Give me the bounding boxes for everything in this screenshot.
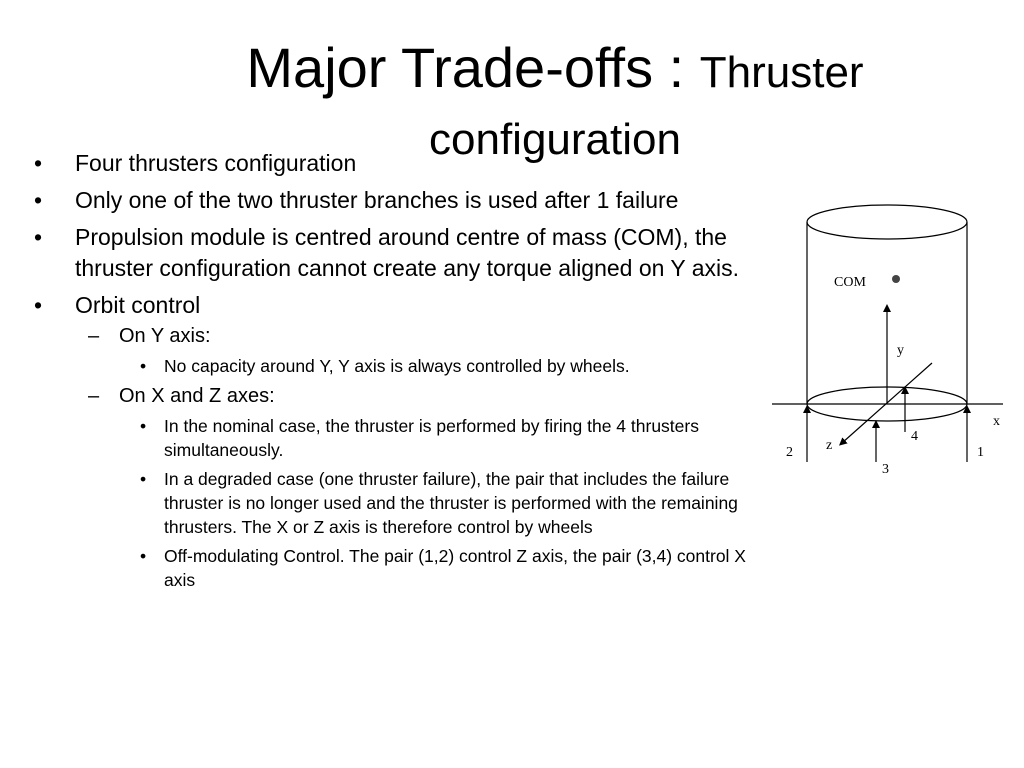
cylinder-top-ellipse (807, 205, 967, 239)
bullet-marker: – (88, 385, 100, 407)
bullet-text: Propulsion module is centred around centre of mass (COM), the thruster configuration cannot create any torque aligned on Y axis. (75, 224, 740, 281)
bullet-text: In the nominal case, the thruster is performed by firing the 4 thrusters simultaneously. (164, 416, 699, 460)
x-axis-label: x (993, 414, 1000, 429)
bullet-text: No capacity around Y, Y axis is always controlled by wheels. (164, 356, 630, 376)
sub-bullet-y-axis (30, 323, 780, 349)
sub-sub-bullet-off-modulating (30, 544, 780, 592)
bullet-marker: • (140, 356, 147, 376)
bullet-marker: • (34, 150, 43, 176)
z-axis-label: z (826, 438, 833, 453)
bullet-propulsion-module (30, 222, 780, 284)
bullet-text: Only one of the two thruster branches is used after 1 failure (75, 187, 679, 213)
thruster-3-label: 3 (882, 462, 889, 477)
bullet-text: In a degraded case (one thruster failure), the pair that includes the failure thruster is no longer used and the thruster is performed with the remaining thrusters. The X or Z axis is therefore control by wheels (164, 469, 738, 537)
com-dot (892, 275, 900, 283)
title-sub: Thruster configuration (429, 48, 864, 164)
bullet-marker: • (34, 224, 43, 250)
bullet-thruster-branches (30, 185, 780, 216)
bullet-list (30, 148, 780, 597)
sub-sub-bullet-degraded-case (30, 467, 780, 539)
com-label: COM (834, 275, 866, 290)
bullet-text: On Y axis: (119, 325, 211, 347)
bullet-marker: – (88, 325, 100, 347)
bullet-marker: • (140, 546, 147, 566)
bullet-text: Four thrusters configuration (75, 150, 357, 176)
bullet-text: Off-modulating Control. The pair (1,2) control Z axis, the pair (3,4) control X axis (164, 546, 746, 590)
thruster-1-label: 1 (977, 445, 984, 460)
bullet-orbit-control (30, 290, 780, 321)
bullet-marker: • (140, 469, 147, 489)
sub-bullet-xz-axes (30, 383, 780, 409)
bullet-text: On X and Z axes: (119, 385, 275, 407)
thruster-2-label: 2 (786, 445, 793, 460)
y-axis-label: y (897, 343, 904, 358)
bullet-text: Orbit control (75, 292, 201, 318)
sub-sub-bullet-y-capacity (30, 354, 780, 378)
bullet-marker: • (140, 416, 147, 436)
thruster-4-label: 4 (911, 429, 918, 444)
bullet-four-thrusters (30, 148, 780, 179)
title-main: Major Trade-offs : (246, 36, 700, 99)
sub-sub-bullet-nominal-case (30, 414, 780, 462)
bullet-marker: • (34, 292, 43, 318)
thruster-diagram (760, 190, 1020, 490)
bullet-marker: • (34, 187, 43, 213)
